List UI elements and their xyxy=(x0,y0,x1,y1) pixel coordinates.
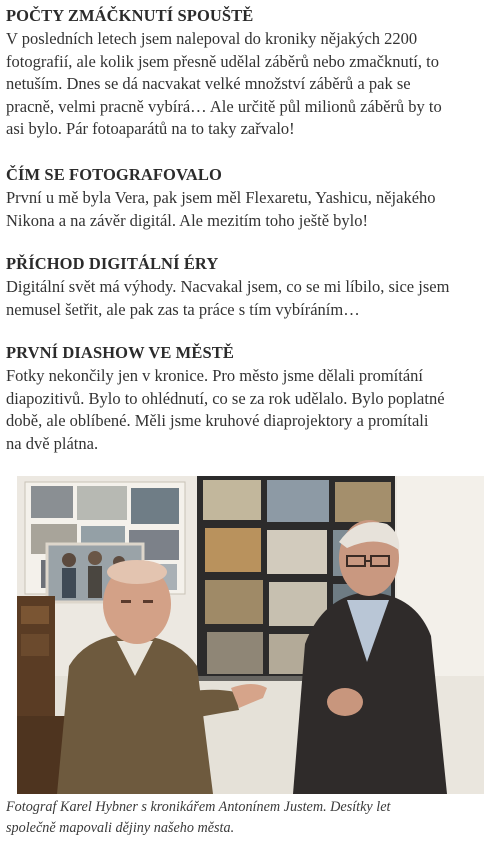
paragraph-line: Fotky nekončily jen v kronice. Pro město jsme dělali promítání xyxy=(6,366,424,385)
paragraph-line: Digitální svět má výhody. Nacvakal jsem, co se mi líbilo, sice jsem xyxy=(6,277,450,296)
paragraph-line: V posledních letech jsem nalepoval do kroniky nějakých 2200 xyxy=(6,29,418,48)
photo-caption xyxy=(6,797,498,838)
paragraph-line: nemusel šetřit, ale pak zas ta práce s tím vybíráním… xyxy=(6,299,360,319)
paragraph-line: době, ale oblíbené. Měli jsme kruhové diaprojektory a promítali xyxy=(6,411,429,431)
caption-line: společně mapovali dějiny našeho města. xyxy=(6,819,235,836)
section-paragraph xyxy=(6,365,496,455)
article-photo xyxy=(17,476,484,794)
section-heading: PŘÍCHOD DIGITÁLNÍ ÉRY xyxy=(6,254,219,273)
section-shutter-count xyxy=(6,5,496,141)
section-digital-era xyxy=(6,253,496,321)
photo-illustration xyxy=(17,476,484,794)
section-cameras xyxy=(6,164,496,232)
section-paragraph xyxy=(6,28,496,141)
caption-line: Fotograf Karel Hybner s kronikářem Antonínem Justem. Desítky let xyxy=(6,799,391,815)
paragraph-line: První u mě byla Vera, pak jsem měl Flexaretu, Yashicu, nějakého xyxy=(6,188,436,207)
section-paragraph xyxy=(6,187,496,232)
paragraph-line: netuším. Dnes se dá nacvakat velké množství záběrů a pak se xyxy=(6,74,411,94)
paragraph-line: na dvě plátna. xyxy=(6,433,99,453)
section-first-diashow xyxy=(6,342,496,455)
paragraph-line: diapozitivů. Bylo to ohlédnutí, co se za rok udělalo. Bylo poplatné xyxy=(6,388,445,408)
section-paragraph xyxy=(6,276,496,321)
paragraph-line: Nikona a na závěr digitál. Ale mezitím toho ještě bylo! xyxy=(6,210,368,230)
section-heading: POČTY ZMÁČKNUTÍ SPOUŠTĚ xyxy=(6,6,254,25)
paragraph-line: asi bylo. Pár fotoaparátů na to taky zařvalo! xyxy=(6,119,295,139)
section-heading: ČÍM SE FOTOGRAFOVALO xyxy=(6,165,222,184)
paragraph-line: pracně, velmi pracně vybírá… Ale určitě půl milionů záběrů by to xyxy=(6,96,442,116)
section-heading: PRVNÍ DIASHOW VE MĚSTĚ xyxy=(6,343,234,362)
paragraph-line: fotografií, ale kolik jsem přesně udělal záběrů nebo zmačknutí, to xyxy=(6,51,439,71)
